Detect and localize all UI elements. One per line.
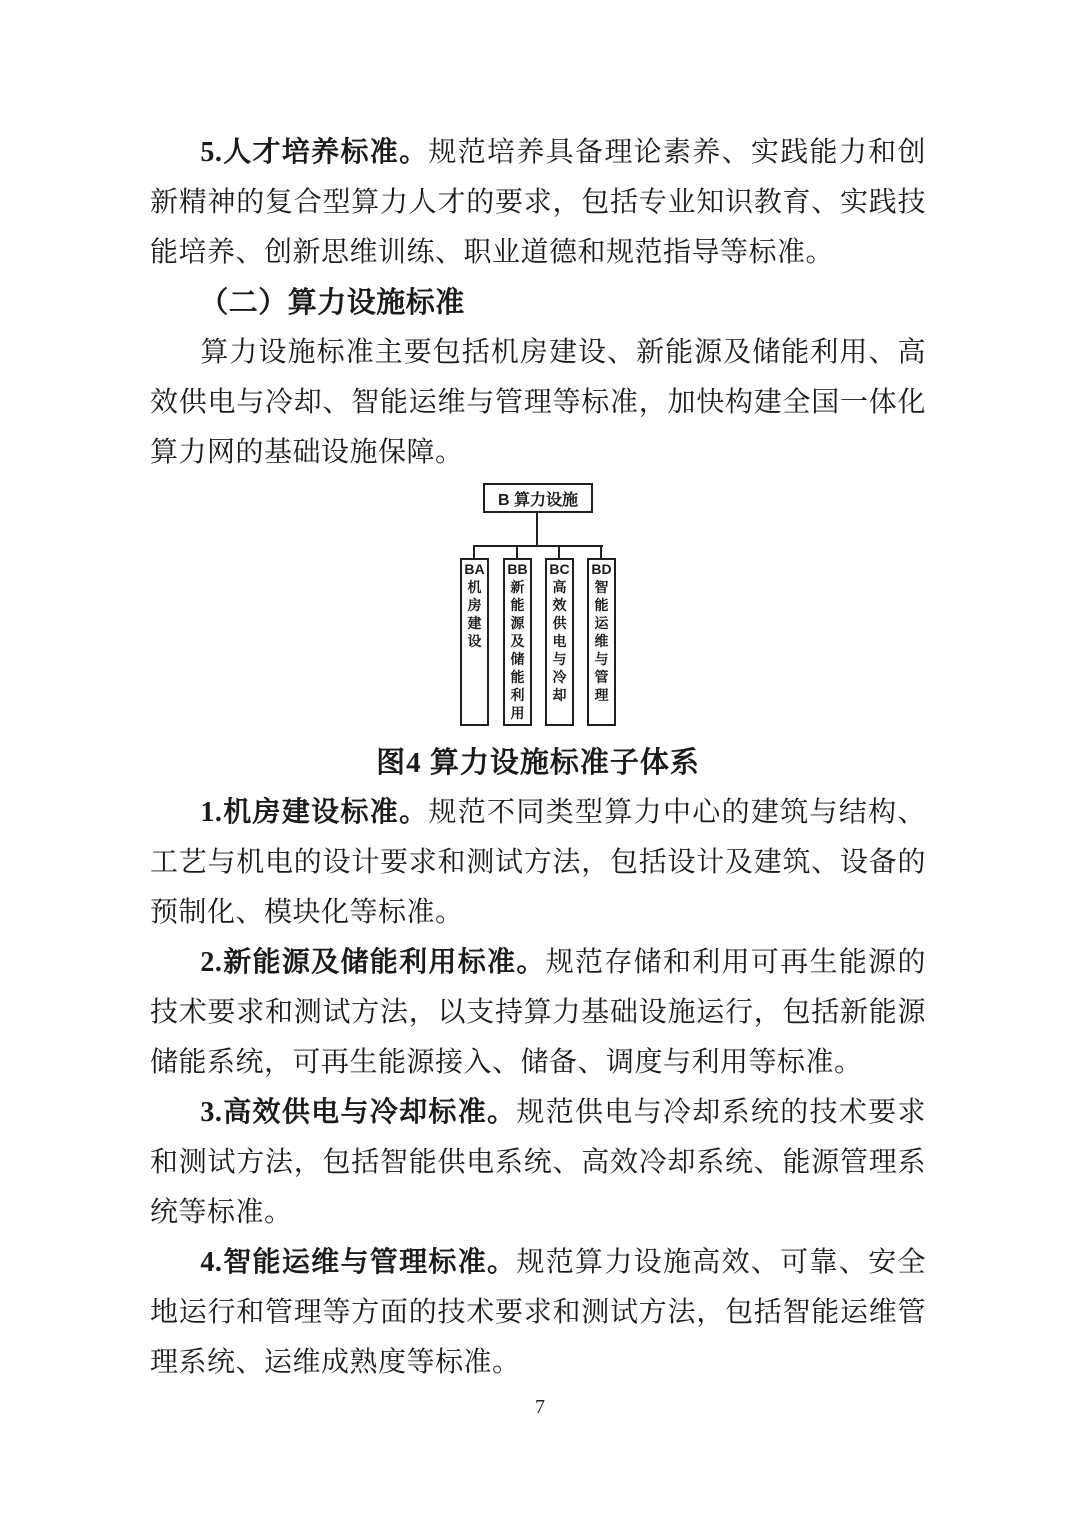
child-label-bd: 智能运维与管理 — [594, 579, 609, 703]
figure-4 — [150, 483, 926, 788]
paragraph-3-lead: 3.高效供电与冷却标准。 — [200, 1097, 517, 1128]
diagram-root-box: B 算力设施 — [483, 483, 593, 513]
child-code-bb: BB — [507, 561, 528, 577]
child-code-bc: BC — [549, 561, 570, 577]
child-code-ba: BA — [464, 561, 485, 577]
connector-stem-ba — [473, 545, 475, 559]
child-label-ba: 机房建设 — [467, 579, 482, 649]
connector-stem-bb — [516, 545, 518, 559]
figure-4-caption: 图4 算力设施标准子体系 — [376, 747, 700, 779]
diagram-child-box-bd — [587, 558, 616, 726]
connector-stem-bc — [558, 545, 560, 559]
paragraph-5-talent-training — [150, 128, 926, 278]
paragraph-4-intelligent-ops — [150, 1238, 926, 1388]
document-body — [150, 128, 926, 1388]
page-number: 7 — [535, 1396, 545, 1418]
connector-stem-bd — [600, 545, 602, 559]
child-label-bc: 高效供电与冷却 — [552, 579, 567, 703]
child-label-bb: 新能源及储能利用 — [510, 579, 525, 721]
section-heading-computing-facility-standards: （二）算力设施标准 — [199, 287, 465, 319]
paragraph-2-lead: 2.新能源及储能利用标准。 — [200, 947, 546, 978]
paragraph-1-lead: 1.机房建设标准。 — [200, 797, 429, 828]
paragraph-1-machine-room — [150, 788, 926, 938]
paragraph-4-lead: 4.智能运维与管理标准。 — [200, 1247, 517, 1278]
intro-paragraph: 算力设施标准主要包括机房建设、新能源及储能利用、高效供电与冷却、智能运维与管理等标准，加快构建全国一体化算力网的基础设施保障。 — [150, 337, 926, 468]
paragraph-1-text: 规范不同类型算力中心的建筑与结构、工艺与机电的设计要求和测试方法，包括设计及建筑、设备的预制化、模块化等标准。 — [150, 797, 926, 928]
child-code-bd: BD — [591, 561, 612, 577]
paragraph-2-new-energy — [150, 938, 926, 1088]
diagram-child-box-ba — [460, 558, 489, 726]
paragraph-5-lead: 5.人才培养标准。 — [200, 137, 429, 168]
connector-horizontal — [474, 545, 603, 547]
paragraph-4-text: 规范算力设施高效、可靠、安全地运行和管理等方面的技术要求和测试方法，包括智能运维管理系统、运维成熟度等标准。 — [150, 1247, 926, 1378]
paragraph-3-text: 规范供电与冷却系统的技术要求和测试方法，包括智能供电系统、高效冷却系统、能源管理系统等标准。 — [150, 1097, 926, 1228]
paragraph-3-power-cooling — [150, 1088, 926, 1238]
connector-root-stem — [536, 513, 538, 547]
facility-standards-tree-diagram — [460, 483, 616, 726]
diagram-child-box-bb — [503, 558, 532, 726]
paragraph-5-text: 规范培养具备理论素养、实践能力和创新精神的复合型算力人才的要求，包括专业知识教育、实践技能培养、创新思维训练、职业道德和规范指导等标准。 — [150, 137, 926, 268]
paragraph-2-text: 规范存储和利用可再生能源的技术要求和测试方法，以支持算力基础设施运行，包括新能源储能系统，可再生能源接入、储备、调度与利用等标准。 — [150, 947, 926, 1078]
diagram-child-box-bc — [545, 558, 574, 726]
